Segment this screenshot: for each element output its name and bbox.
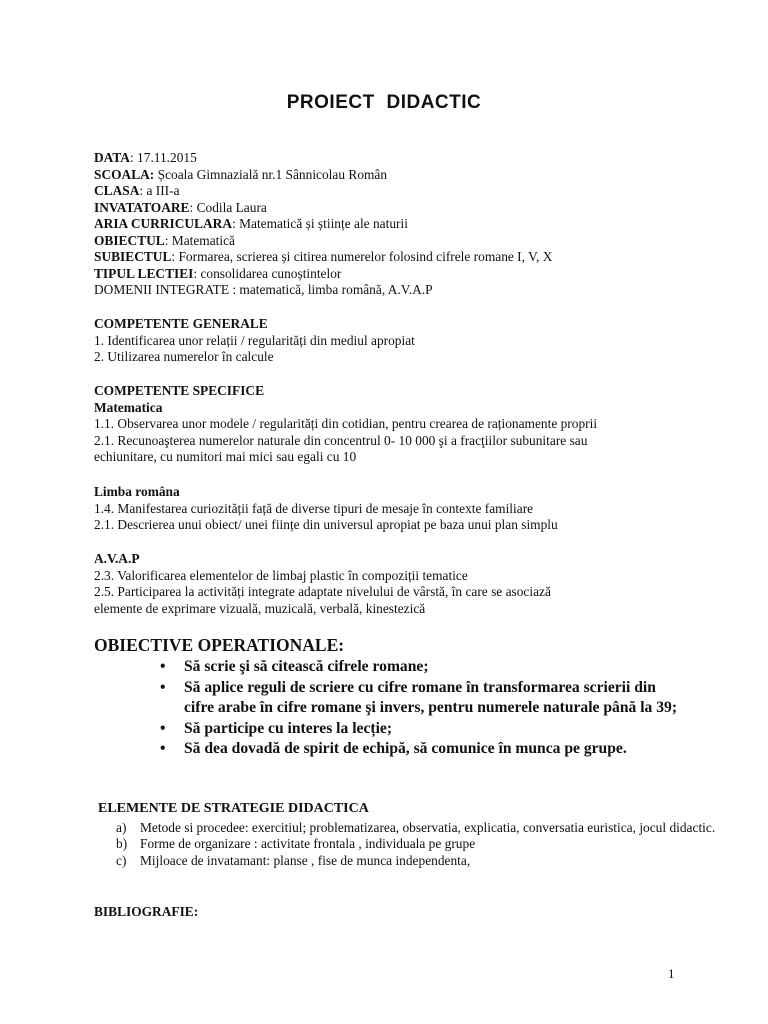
field-obiectul: OBIECTUL: Matematică (94, 232, 235, 248)
field-aria-curriculara: ARIA CURRICULARA: Matematică și științe ale naturii (94, 216, 408, 231)
competente-specifice-heading: COMPETENTE SPECIFICE (94, 383, 265, 398)
competente-generale (94, 316, 714, 366)
competente-specifice (94, 383, 714, 466)
page-title: PROIECT DIDACTIC (286, 92, 482, 113)
avap-line: elemente de exprimare vizuală, muzicală, verbală, kinestezică (94, 600, 426, 616)
obiective-list (160, 657, 720, 760)
limba-romana-line: 1.4. Manifestarea curiozității față de diverse tipuri de mesaje în contexte familiare (94, 500, 534, 516)
field-domenii: DOMENII INTEGRATE : matematică, limba română, A.V.A.P (94, 282, 433, 297)
list-item: c) Mijloace de invatamant: planse , fise de munca independenta, (116, 852, 471, 868)
bullet-icon: • (160, 658, 166, 675)
strategie-heading: ELEMENTE DE STRATEGIE DIDACTICA (98, 801, 369, 816)
list-item: • Să participe cu interes la lecție; (160, 719, 720, 740)
obiective-heading: OBIECTIVE OPERATIONALE: (94, 635, 345, 655)
field-subiectul: SUBIECTUL: Formarea, scrierea și citirea numerelor folosind cifrele romane I, V, X (94, 249, 553, 264)
field-scoala: SCOALA: Școala Gimnazială nr.1 Sânnicolau Român (94, 166, 388, 182)
list-item: • Să scrie şi să citească cifrele romane; (160, 657, 720, 678)
field-tipul-lectiei: TIPUL LECTIEI: consolidarea cunoștintelor (94, 265, 342, 281)
avap-line: 2.5. Participarea la activități integrate adaptate nivelului de vârstă, în care se asociază (94, 584, 551, 599)
list-item: b) Forme de organizare : activitate frontala , individuala pe grupe (116, 836, 476, 852)
list-item: • Să dea dovadă de spirit de echipă, să comunice în munca pe grupe. (160, 739, 720, 760)
bullet-icon: • (160, 719, 166, 737)
field-data: DATA: 17.11.2015 (94, 150, 197, 165)
list-item: • Să aplice reguli de scriere cu cifre romane în transformarea scrierii din cifre arabe în cifre romane şi invers, pentru numerele naturale până la 39; (160, 678, 678, 716)
limba-romana-subheading: Limba româna (94, 484, 180, 499)
avap-subheading: A.V.A.P (94, 551, 140, 566)
bullet-icon: • (160, 678, 166, 696)
field-clasa: CLASA: a III-a (94, 183, 180, 198)
matematica-subheading: Matematica (94, 399, 163, 415)
competente-generale-heading: COMPETENTE GENERALE (94, 316, 268, 331)
competenta-generala-item: 2. Utilizarea numerelor în calcule (94, 349, 274, 364)
limba-romana-line: 2.1. Descrierea unui obiect/ unei ființe din universul apropiat pe baza unui plan simplu (94, 517, 558, 532)
page-number: 1 (668, 966, 675, 981)
avap-line: 2.3. Valorificarea elementelor de limbaj plastic în compoziții tematice (94, 567, 468, 583)
field-invatatoare: INVATATOARE: Codila Laura (94, 199, 267, 215)
matematica-line: 1.1. Observarea unor modele / regularități din cotidian, pentru crearea de raționamente proprii (94, 416, 598, 431)
bibliografie-heading: BIBLIOGRAFIE: (94, 904, 199, 919)
competenta-generala-item: 1. Identificarea unor relații / regularități din mediul apropiat (94, 332, 415, 348)
matematica-line: echiunitare, cu numitori mai mici sau egali cu 10 (94, 449, 357, 464)
matematica-line: 2.1. Recunoaşterea numerelor naturale din concentrul 0- 10 000 şi a fracţiilor subunitare sau (94, 432, 588, 448)
avap-section (94, 551, 714, 617)
bullet-icon: • (160, 740, 166, 757)
header-fields (94, 150, 714, 299)
strategie-list (116, 820, 716, 869)
limba-romana-section (94, 484, 714, 534)
list-item: a) Metode si procedee: exercitiul; problematizarea, observatia, explicatia, conversatia euristica, jocul didactic. (116, 820, 716, 835)
